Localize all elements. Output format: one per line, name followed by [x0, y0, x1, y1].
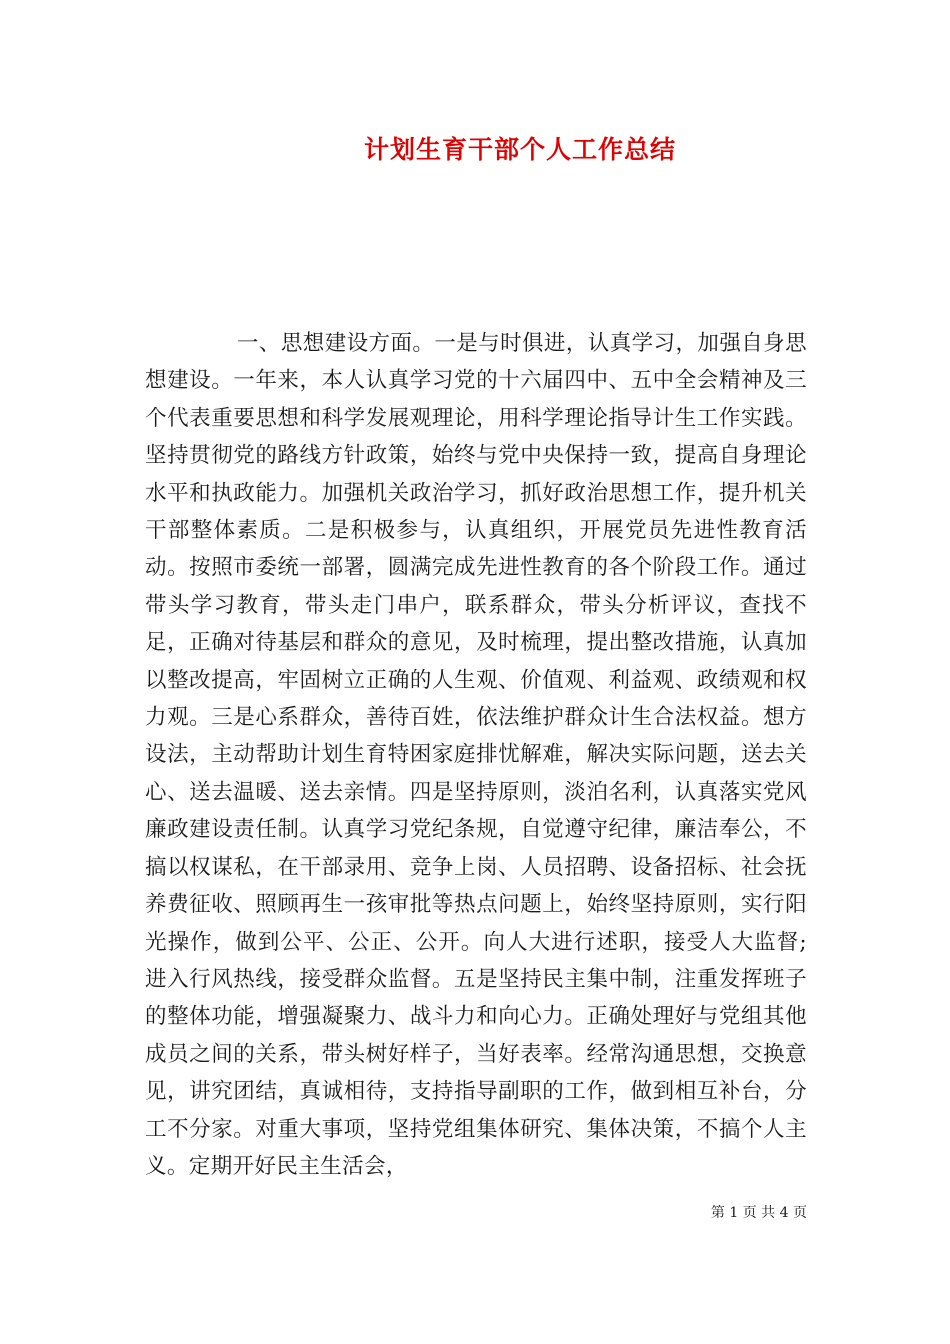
body-paragraph: 一、思想建设方面。一是与时俱进，认真学习，加强自身思想建设。一年来，本人认真学习党的十六届四中、五中全会精神及三个代表重要思想和科学发展观理论，用科学理论指导计生工作实践。坚持贯彻党的路线方针政策，始终与党中央保持一致，提高自身理论水平和执政能力。加强机关政治学习，抓好政治思想工作，提升机关干部整体素质。二是积极参与，认真组织，开展党员先进性教育活动。按照市委统一部署，圆满完成先进性教育的各个阶段工作。通过带头学习教育，带头走门串户，联系群众，带头分析评议，查找不足，正确对待基层和群众的意见，及时梳理，提出整改措施，认真加以整改提高，牢固树立正确的人生观、价值观、利益观、政绩观和权力观。三是心系群众，善待百姓，依法维护群众计生合法权益。想方设法，主动帮助计划生育特困家庭排忧解难，解决实际问题，送去关心、送去温暖、送去亲情。四是坚持原则，淡泊名利，认真落实党风廉政建设责任制。认真学习党纪条规，自觉遵守纪律，廉洁奉公，不搞以权谋私，在干部录用、竞争上岗、人员招聘、设备招标、社会抚养费征收、照顾再生一孩审批等热点问题上，始终坚持原则，实行阳光操作，做到公平、公正、公开。向人大进行述职，接受人大监督;进入行风热线，接受群众监督。五是坚持民主集中制，注重发挥班子的整体功能，增强凝聚力、战斗力和向心力。正确处理好与党组其他成员之间的关系，带头树好样子，当好表率。经常沟通思想，交换意见，讲究团结，真诚相待，支持指导副职的工作，做到相互补台，分工不分家。对重大事项，坚持党组集体研究、集体决策，不搞个人主义。定期开好民主生活会， — [145, 331, 807, 1179]
document-title: 计划生育干部个人工作总结 — [363, 135, 676, 164]
page-number: 第 1 页 共 4 页 — [710, 1205, 807, 1221]
